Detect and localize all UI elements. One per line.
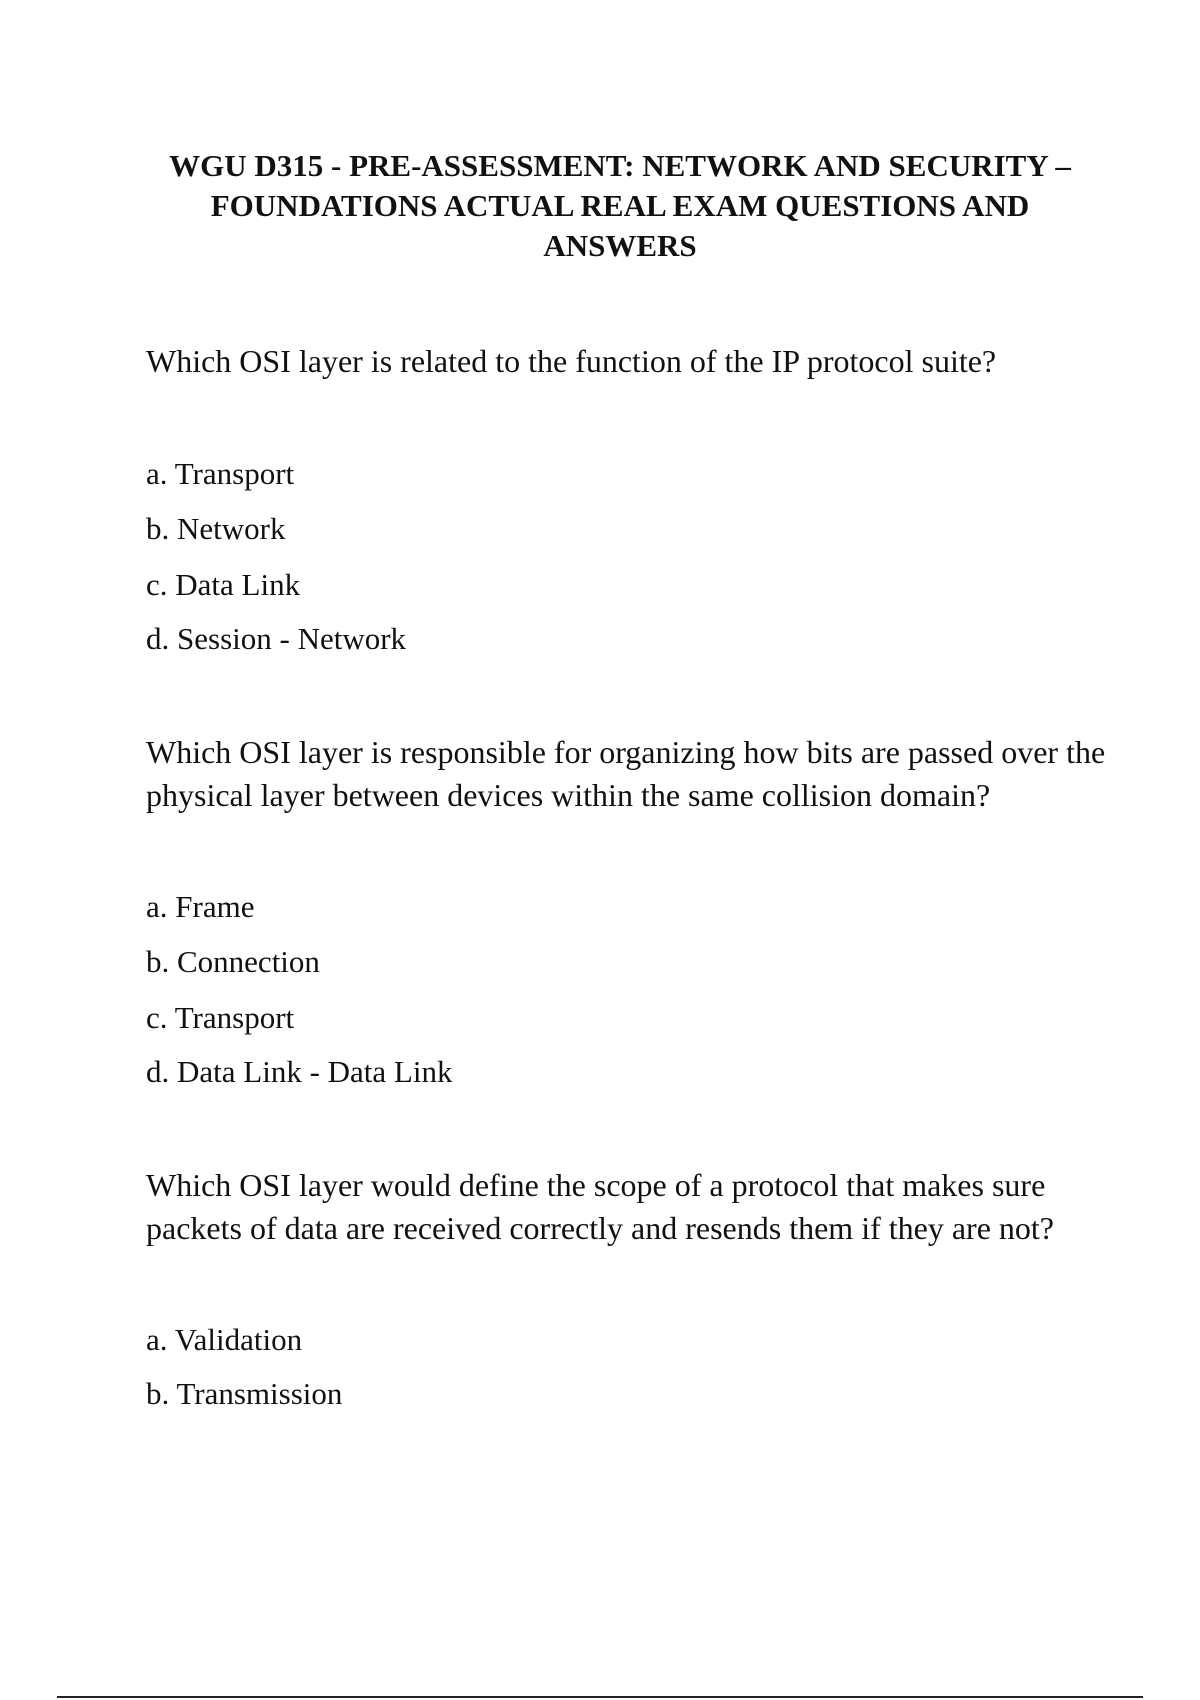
answer-option: c. Data Link <box>146 567 301 602</box>
answer-option: c. Transport <box>146 1000 295 1035</box>
page-divider <box>57 1696 1143 1698</box>
title-line: FOUNDATIONS ACTUAL REAL EXAM QUESTIONS AND <box>210 188 1030 223</box>
answer-option: a. Validation <box>146 1322 303 1357</box>
answer-option: d. Data Link - Data Link <box>146 1054 453 1089</box>
answer-option: b. Connection <box>146 944 320 979</box>
answer-option: b. Network <box>146 511 286 546</box>
answer-option: a. Transport <box>146 456 295 491</box>
question-text: Which OSI layer is responsible for organizing how bits are passed over the physical layer between devices within the same collision domain? <box>146 734 1106 813</box>
answer-option: b. Transmission <box>146 1376 343 1411</box>
question-text: Which OSI layer would define the scope of a protocol that makes sure packets of data are received correctly and resends them if they are not? <box>146 1167 1054 1246</box>
answer-option: d. Session - Network <box>146 621 407 656</box>
title-line: ANSWERS <box>543 228 697 263</box>
answer-option: a. Frame <box>146 889 255 924</box>
page-title <box>140 146 1100 266</box>
question-text: Which OSI layer is related to the function of the IP protocol suite? <box>146 343 997 379</box>
title-line: WGU D315 - PRE-ASSESSMENT: NETWORK AND SECURITY – <box>169 148 1071 183</box>
